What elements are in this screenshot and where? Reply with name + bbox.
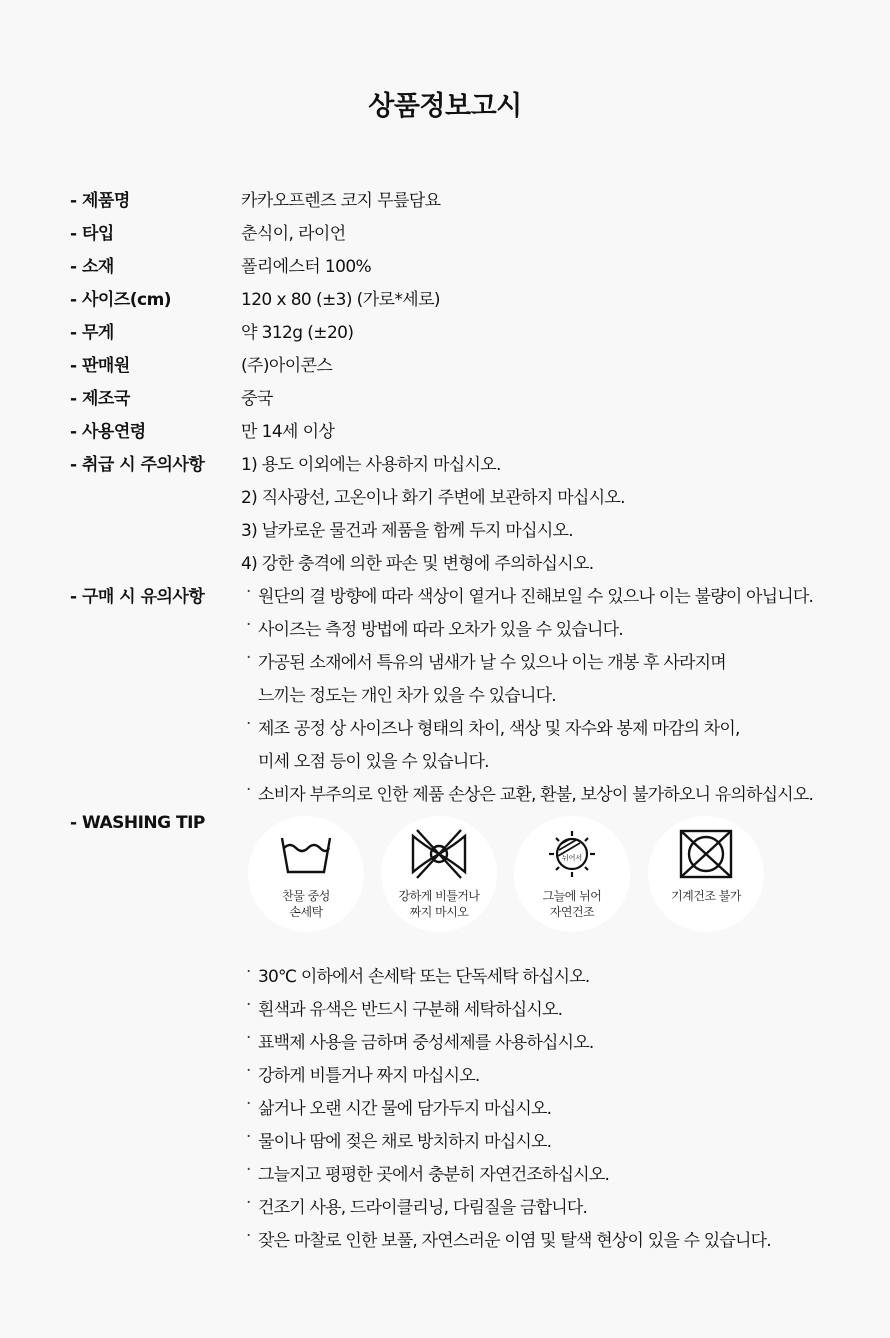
- purchase-line: 소비자 부주의로 인한 제품 손상은 교환, 환불, 보상이 불가하오니 유의하십시오.: [258, 785, 814, 805]
- bullet: ·: [246, 1127, 252, 1147]
- handling-line: 4) 강한 충격에 의한 파손 및 변형에 주의하십시오.: [241, 554, 594, 574]
- purchase-line: 사이즈는 측정 방법에 따라 오차가 있을 수 있습니다.: [258, 620, 623, 640]
- caption-line: 기계건조 불가: [671, 889, 741, 903]
- spec-label: - 판매원: [70, 356, 130, 376]
- spec-value: (주)아이콘스: [241, 356, 333, 376]
- icon-caption: [381, 888, 497, 920]
- bullet: ·: [246, 1094, 252, 1114]
- handling-line: 1) 용도 이외에는 사용하지 마십시오.: [241, 455, 501, 475]
- care-icon-no-tumble-dry: [648, 816, 764, 932]
- bullet: ·: [246, 780, 252, 800]
- spec-label: - 타입: [70, 224, 114, 244]
- handling-line: 3) 날카로운 물건과 제품을 함께 두지 마십시오.: [241, 521, 573, 541]
- icon-caption: [514, 888, 630, 920]
- icon-caption: [648, 888, 764, 904]
- bullet: ·: [246, 1028, 252, 1048]
- caption-line: 짜지 마시오: [409, 905, 469, 919]
- spec-row-age: [0, 417, 890, 450]
- washing-tip: 건조기 사용, 드라이클리닝, 다림질을 금합니다.: [258, 1198, 588, 1218]
- shade-dry-icon: [542, 828, 602, 880]
- spec-label: - 사이즈(cm): [70, 290, 172, 310]
- spec-value: 카카오프렌즈 코지 무릎담요: [241, 191, 441, 211]
- washing-tip: 잦은 마찰로 인한 보풀, 자연스러운 이염 및 탈색 현상이 있을 수 있습니다.: [258, 1231, 771, 1251]
- washing-tip: 그늘지고 평평한 곳에서 충분히 자연건조하십시오.: [258, 1165, 610, 1185]
- spec-label: - 제조국: [70, 389, 130, 409]
- caption-line: 찬물 중성: [282, 889, 330, 903]
- caption-line: 그늘에 뉘어: [542, 889, 602, 903]
- bullet: ·: [246, 962, 252, 982]
- handling-line: 2) 직사광선, 고온이나 화기 주변에 보관하지 마십시오.: [241, 488, 625, 508]
- washing-tip: 강하게 비틀거나 짜지 마십시오.: [258, 1066, 480, 1086]
- spec-label: - 사용연령: [70, 422, 146, 442]
- bullet: ·: [246, 582, 252, 602]
- icon-caption: [248, 888, 364, 920]
- bullet: ·: [246, 1193, 252, 1213]
- care-icon-no-wring: [381, 816, 497, 932]
- washing-tip: 삶거나 오랜 시간 물에 담가두지 마십시오.: [258, 1099, 552, 1119]
- purchase-line-continued: 느끼는 정도는 개인 차가 있을 수 있습니다.: [258, 686, 556, 706]
- spec-value: 120 x 80 (±3) (가로*세로): [241, 290, 440, 310]
- spec-value: 약 312g (±20): [241, 323, 354, 343]
- caption-line: 자연건조: [549, 905, 595, 919]
- no-tumble-dry-icon: [676, 828, 736, 880]
- spec-value: 춘식이, 라이언: [241, 224, 346, 244]
- spec-value: 폴리에스터 100%: [241, 257, 372, 277]
- care-icon-shade-dry: [514, 816, 630, 932]
- bullet: ·: [246, 648, 252, 668]
- spec-row-product-name: [0, 186, 890, 219]
- purchase-line-continued: 미세 오점 등이 있을 수 있습니다.: [258, 752, 489, 772]
- purchase-label: - 구매 시 유의사항: [70, 587, 205, 607]
- bullet: ·: [246, 615, 252, 635]
- washing-tip: 물이나 땀에 젖은 채로 방치하지 마십시오.: [258, 1132, 552, 1152]
- bullet: ·: [246, 1061, 252, 1081]
- caption-line: 강하게 비틀거나: [398, 889, 480, 903]
- spec-value: 만 14세 이상: [241, 422, 335, 442]
- spec-label: - 제품명: [70, 191, 130, 211]
- spec-label: - 무게: [70, 323, 114, 343]
- no-wring-icon: [409, 828, 469, 880]
- hand-wash-icon: [276, 828, 336, 880]
- spec-label: - 소재: [70, 257, 114, 277]
- washing-tip: 표백제 사용을 금하며 중성세제를 사용하십시오.: [258, 1033, 594, 1053]
- spec-value: 중국: [241, 389, 273, 409]
- bullet: ·: [246, 714, 252, 734]
- bullet: ·: [246, 995, 252, 1015]
- bullet: ·: [246, 1226, 252, 1246]
- spec-row-size: [0, 285, 890, 318]
- spec-row-weight: [0, 318, 890, 351]
- spec-row-material: [0, 252, 890, 285]
- washing-tip: 30℃ 이하에서 손세탁 또는 단독세탁 하십시오.: [258, 967, 590, 987]
- handling-label: - 취급 시 주의사항: [70, 455, 205, 475]
- spec-row-origin: [0, 384, 890, 417]
- bullet: ·: [246, 1160, 252, 1180]
- spec-row-seller: [0, 351, 890, 384]
- care-icon-hand-wash: [248, 816, 364, 932]
- purchase-line: 제조 공정 상 사이즈나 형태의 차이, 색상 및 자수와 봉제 마감의 차이,: [258, 719, 740, 739]
- purchase-line: 가공된 소재에서 특유의 냄새가 날 수 있으나 이는 개봉 후 사라지며: [258, 653, 726, 673]
- page-title: 상품정보고시: [368, 91, 522, 122]
- shade-dry-inner-text: 뉘어서: [561, 854, 583, 862]
- washing-tip: 흰색과 유색은 반드시 구분해 세탁하십시오.: [258, 1000, 563, 1020]
- washing-label: - WASHING TIP: [70, 813, 205, 833]
- caption-line: 손세탁: [289, 905, 323, 919]
- spec-row-type: [0, 219, 890, 252]
- purchase-line: 원단의 결 방향에 따라 색상이 옅거나 진해보일 수 있으나 이는 불량이 아닙니다.: [258, 587, 814, 607]
